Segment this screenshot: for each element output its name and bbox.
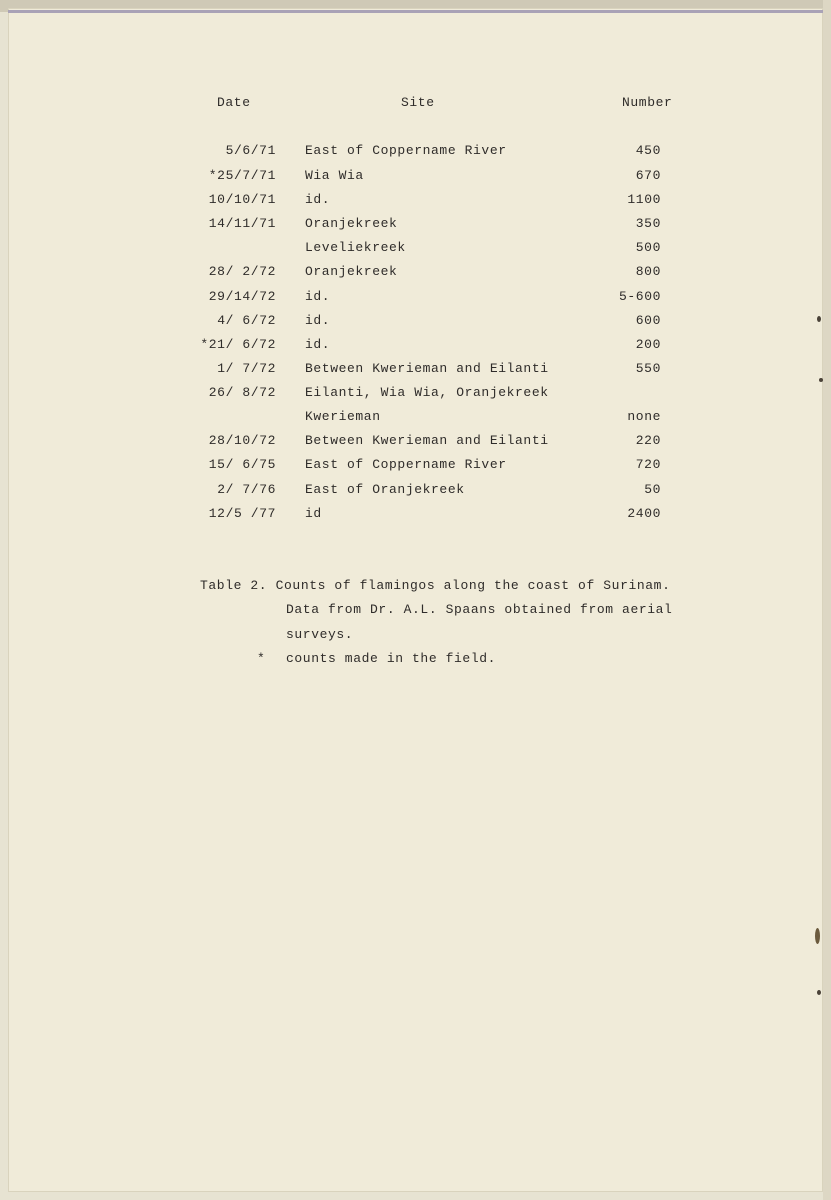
table-row [0, 168, 831, 188]
column-header-date: Date [217, 95, 251, 110]
date-cell: 2/ 7/76 [217, 482, 276, 497]
site-cell: Between Kwerieman and Eilanti [305, 361, 549, 376]
site-cell: East of Coppername River [305, 143, 507, 158]
number-cell: 1100 [627, 192, 661, 207]
site-cell: East of Coppername River [305, 457, 507, 472]
site-cell: id. [305, 313, 331, 328]
paper-speck [817, 990, 821, 995]
caption-line-2: Data from Dr. A.L. Spaans obtained from aerial [286, 602, 673, 617]
footnote-text: counts made in the field. [286, 651, 497, 666]
number-cell: 200 [635, 337, 661, 352]
table-row [0, 192, 831, 212]
number-cell: 50 [644, 482, 661, 497]
number-cell: 500 [635, 240, 661, 255]
site-cell: id. [305, 337, 331, 352]
date-cell: 28/10/72 [208, 433, 276, 448]
table-row [0, 143, 831, 163]
table-row [0, 289, 831, 309]
number-cell: 2400 [627, 506, 661, 521]
number-cell: 670 [635, 168, 661, 183]
table-row [0, 361, 831, 381]
table-row [0, 385, 831, 405]
number-cell: 220 [635, 433, 661, 448]
table-row [0, 457, 831, 477]
site-cell: Kwerieman [305, 409, 381, 424]
date-cell: 1/ 7/72 [217, 361, 276, 376]
site-cell: Eilanti, Wia Wia, Oranjekreek [305, 385, 549, 400]
paper-speck [815, 928, 820, 944]
caption-line-3: surveys. [286, 627, 354, 642]
site-cell: id. [305, 289, 331, 304]
site-cell: id. [305, 192, 331, 207]
date-cell: 12/5 /77 [208, 506, 276, 521]
site-cell: Oranjekreek [305, 264, 398, 279]
site-cell: id [305, 506, 322, 521]
table-row [0, 506, 831, 526]
column-header-site: Site [401, 95, 435, 110]
table-row [0, 264, 831, 284]
table-row [0, 433, 831, 453]
footnote-asterisk: * [257, 651, 266, 666]
site-cell: East of Oranjekreek [305, 482, 465, 497]
date-cell: 29/14/72 [208, 289, 276, 304]
table-row [0, 409, 831, 429]
date-cell: 15/ 6/75 [208, 457, 276, 472]
date-cell: *21/ 6/72 [200, 337, 276, 352]
date-cell: 10/10/71 [208, 192, 276, 207]
table-row [0, 313, 831, 333]
table-row [0, 337, 831, 357]
number-cell: 600 [635, 313, 661, 328]
date-cell: 4/ 6/72 [217, 313, 276, 328]
date-cell: 28/ 2/72 [208, 264, 276, 279]
date-cell: 26/ 8/72 [208, 385, 276, 400]
number-cell: 720 [635, 457, 661, 472]
number-cell: 550 [635, 361, 661, 376]
site-cell: Oranjekreek [305, 216, 398, 231]
number-cell: 450 [635, 143, 661, 158]
number-cell: 350 [635, 216, 661, 231]
number-cell: none [627, 409, 661, 424]
date-cell: 14/11/71 [208, 216, 276, 231]
number-cell: 5-600 [618, 289, 661, 304]
number-cell: 800 [635, 264, 661, 279]
site-cell: Wia Wia [305, 168, 364, 183]
site-cell: Leveliekreek [305, 240, 406, 255]
caption-line-1: Table 2. Counts of flamingos along the coast of Surinam. [200, 578, 671, 593]
table-row [0, 482, 831, 502]
page-top-border [8, 10, 823, 13]
table-row [0, 240, 831, 260]
site-cell: Between Kwerieman and Eilanti [305, 433, 549, 448]
table-row [0, 216, 831, 236]
column-header-number: Number [622, 95, 673, 110]
date-cell: 5/6/71 [225, 143, 276, 158]
date-cell: *25/7/71 [208, 168, 276, 183]
